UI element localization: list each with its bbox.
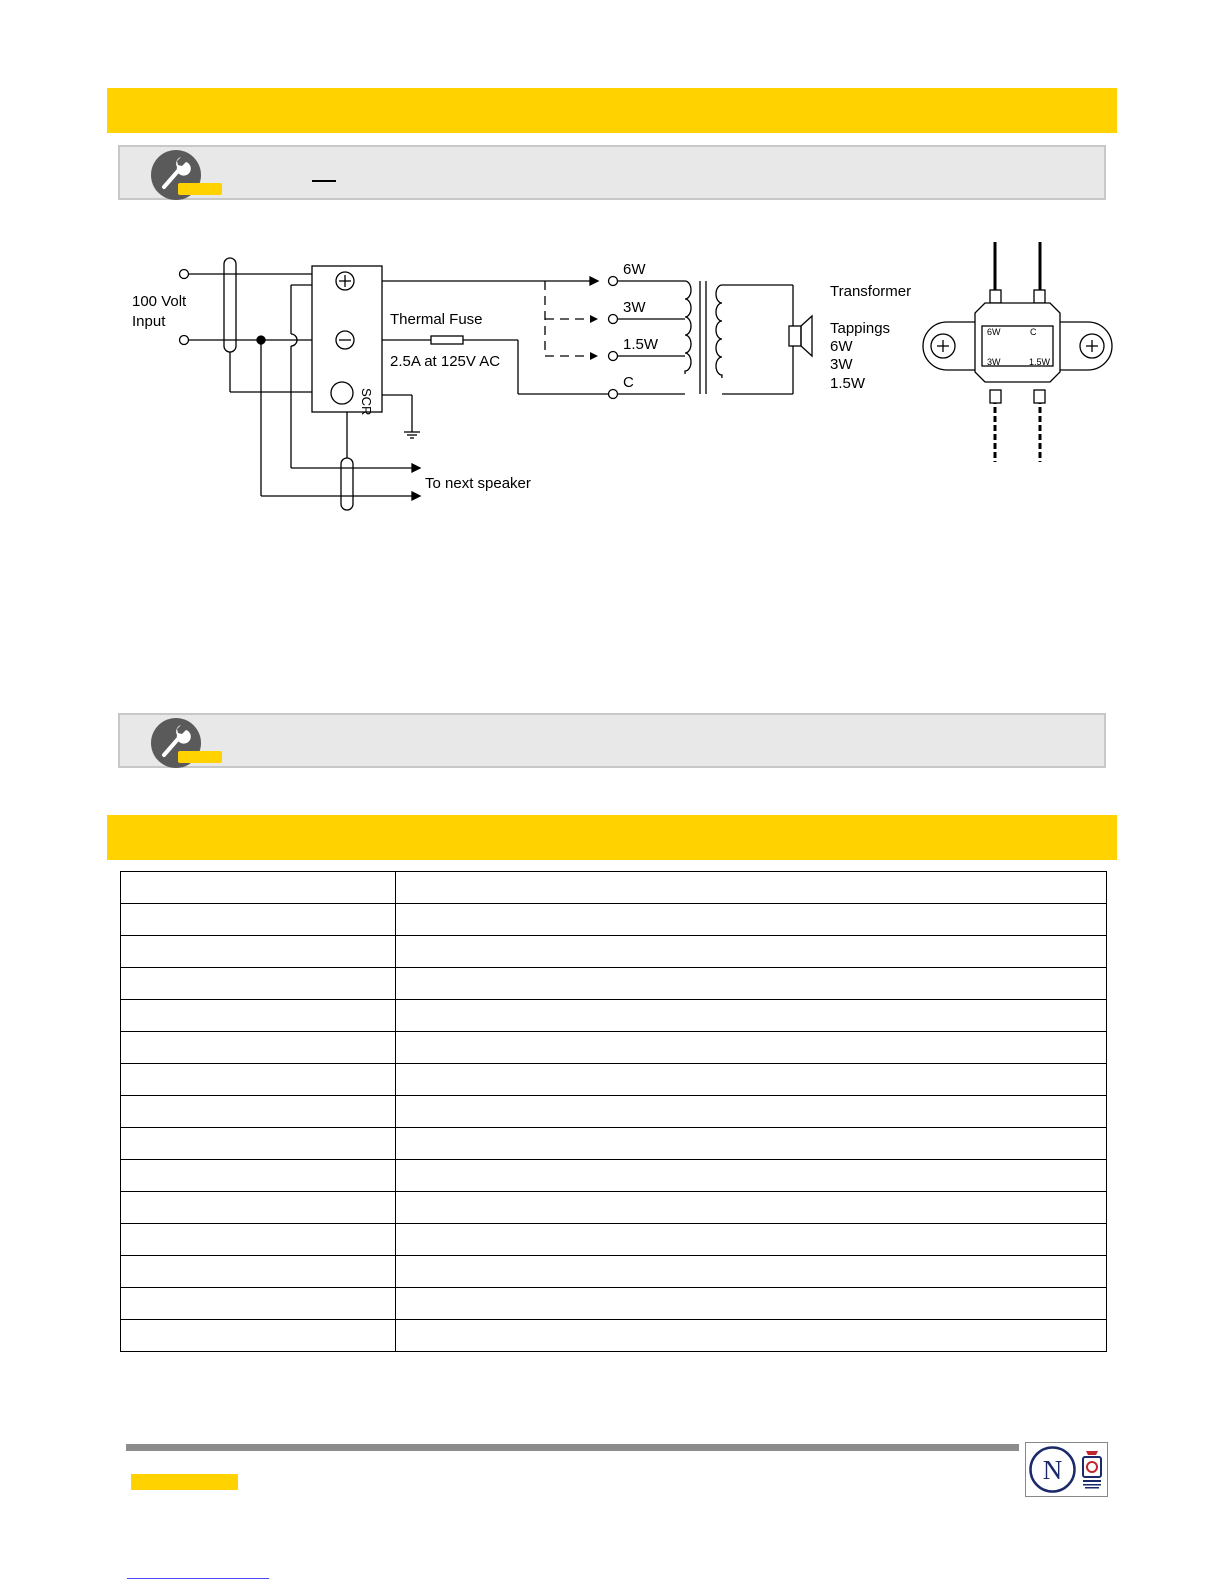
spec-key-cell — [121, 904, 396, 936]
wrench-icon — [150, 717, 222, 769]
table-row — [121, 1096, 1107, 1128]
tapping-value: 3W — [830, 356, 853, 373]
table-row — [121, 1128, 1107, 1160]
table-row — [121, 904, 1107, 936]
spec-table — [120, 871, 1107, 1352]
logo-letter: N — [1042, 1455, 1063, 1485]
tapping-value: 6W — [830, 338, 853, 355]
transformer-terminal-label: 6W — [987, 327, 1001, 337]
table-row — [121, 1160, 1107, 1192]
spec-value-cell — [396, 1064, 1107, 1096]
spec-key-cell — [121, 936, 396, 968]
spec-value-cell — [396, 1128, 1107, 1160]
spec-key-cell — [121, 1000, 396, 1032]
spec-key-cell — [121, 1032, 396, 1064]
next-speaker-label: To next speaker — [425, 475, 531, 492]
table-row — [121, 1256, 1107, 1288]
table-row — [121, 1032, 1107, 1064]
table-row — [121, 1320, 1107, 1352]
spec-value-cell — [396, 1288, 1107, 1320]
transformer-label: Transformer — [830, 283, 912, 300]
tap-label: 1.5W — [623, 336, 659, 353]
footer-tag — [131, 1474, 238, 1490]
fuse-label: Thermal Fuse — [390, 311, 483, 328]
note-box — [118, 713, 1106, 768]
spec-key-cell — [121, 1224, 396, 1256]
tapping-value: 1.5W — [830, 375, 866, 392]
tap-label: C — [623, 374, 634, 391]
spec-value-cell — [396, 936, 1107, 968]
spec-key-cell — [121, 1096, 396, 1128]
transformer-terminal-label: C — [1030, 327, 1037, 337]
table-row — [121, 968, 1107, 1000]
spec-key-cell — [121, 1160, 396, 1192]
tap-label: 6W — [623, 261, 646, 278]
section-header-band — [107, 815, 1117, 860]
table-row — [121, 1288, 1107, 1320]
spec-key-cell — [121, 968, 396, 1000]
spec-key-cell — [121, 1320, 396, 1352]
spec-value-cell — [396, 1032, 1107, 1064]
spec-value-cell — [396, 872, 1107, 904]
table-row — [121, 936, 1107, 968]
transformer-terminal-label: 3W — [987, 357, 1001, 367]
n-logo-icon — [1028, 1445, 1077, 1494]
table-row — [121, 1064, 1107, 1096]
spec-value-cell — [396, 1192, 1107, 1224]
fuse-rating: 2.5A at 125V AC — [390, 353, 501, 370]
tappings-label: Tappings — [830, 320, 891, 337]
spec-key-cell — [121, 1256, 396, 1288]
spec-value-cell — [396, 1224, 1107, 1256]
spec-value-cell — [396, 1096, 1107, 1128]
spec-key-cell — [121, 872, 396, 904]
table-row — [121, 1000, 1107, 1032]
transformer-terminal-label: 1.5W — [1029, 357, 1051, 367]
footer-link-underline[interactable] — [127, 1578, 269, 1579]
table-row — [121, 872, 1107, 904]
wiring-schematic — [0, 0, 1225, 560]
input-label: Input — [132, 313, 166, 330]
scr-label: SCR — [359, 388, 374, 416]
spec-key-cell — [121, 1128, 396, 1160]
tap-label: 3W — [623, 299, 646, 316]
spec-value-cell — [396, 1160, 1107, 1192]
input-label: 100 Volt — [132, 293, 187, 310]
footer-rule — [126, 1444, 1019, 1451]
spec-value-cell — [396, 904, 1107, 936]
accreditation-seal-icon — [1079, 1445, 1105, 1494]
spec-key-cell — [121, 1192, 396, 1224]
table-row — [121, 1192, 1107, 1224]
table-row — [121, 1224, 1107, 1256]
spec-value-cell — [396, 968, 1107, 1000]
spec-key-cell — [121, 1288, 396, 1320]
spec-value-cell — [396, 1000, 1107, 1032]
spec-value-cell — [396, 1320, 1107, 1352]
spec-value-cell — [396, 1256, 1107, 1288]
spec-key-cell — [121, 1064, 396, 1096]
